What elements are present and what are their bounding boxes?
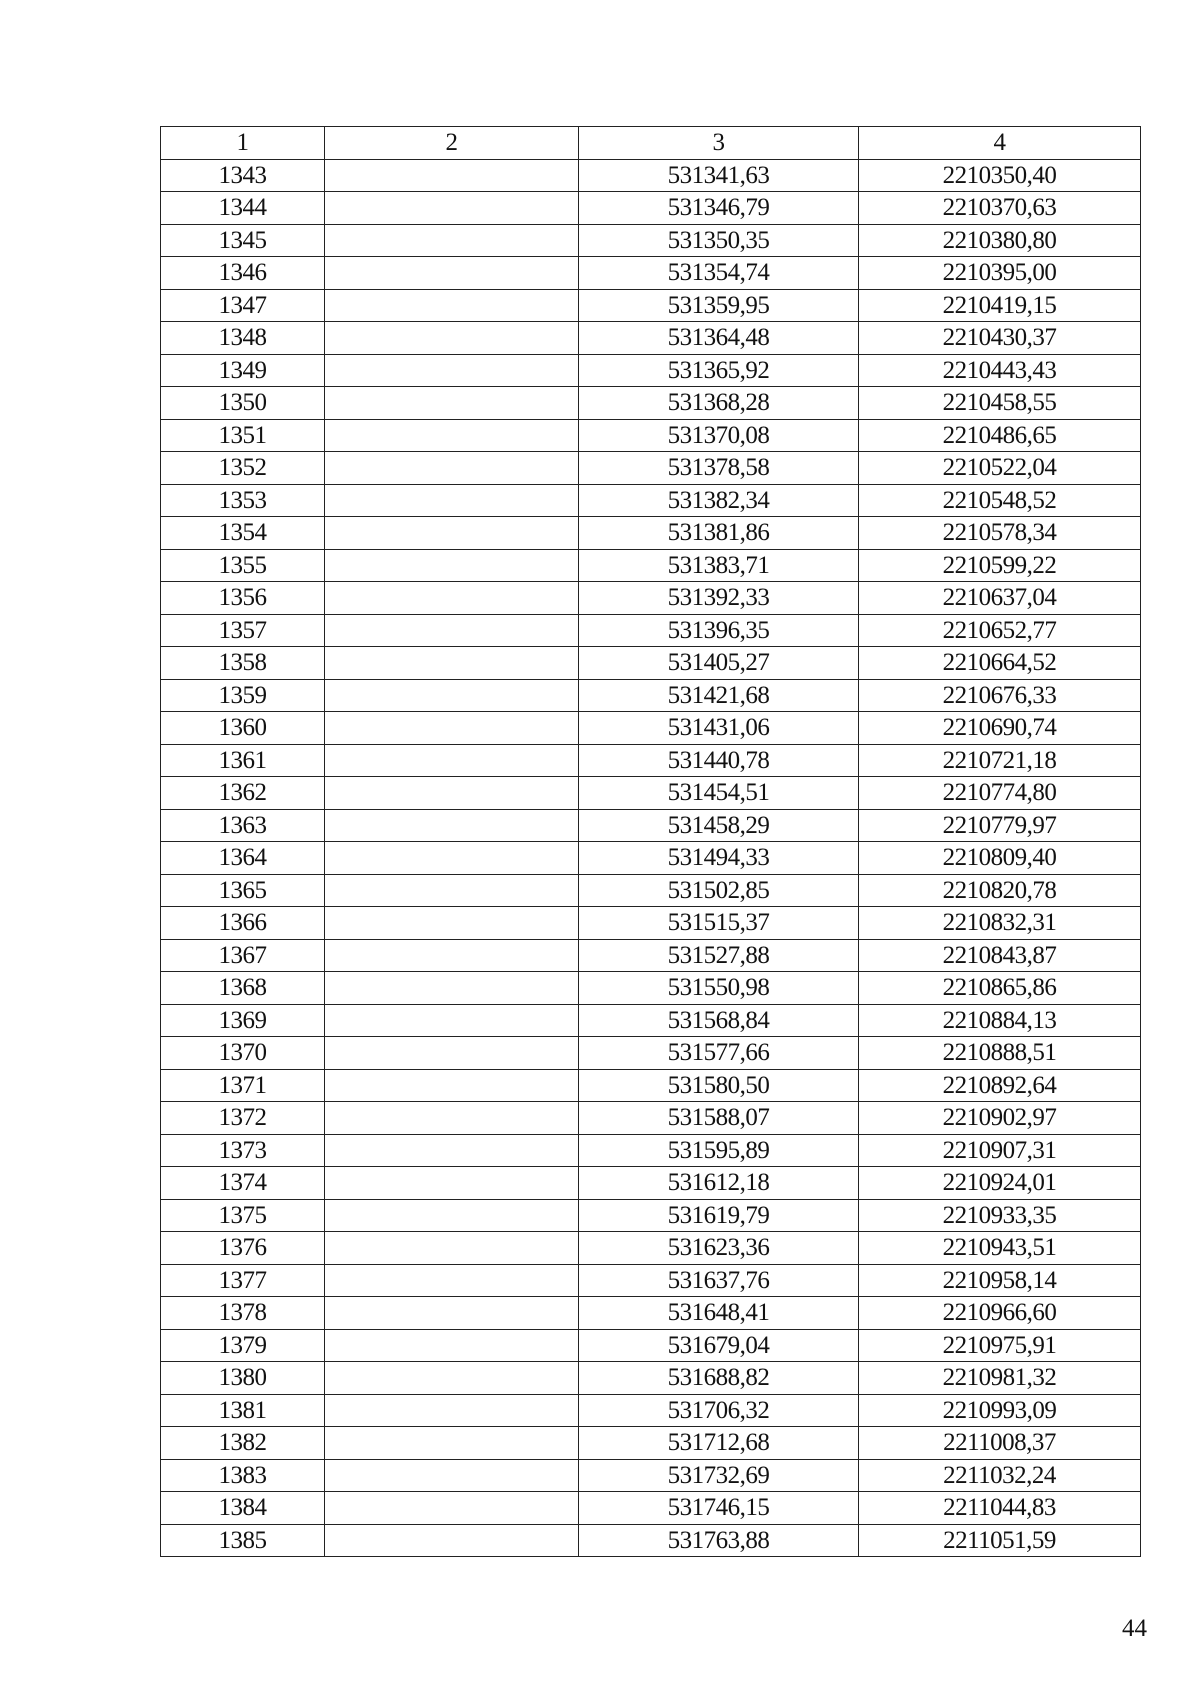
table-row [161,1199,1141,1232]
empty-cell [325,1362,579,1395]
y-coordinate-cell: 2210981,32 [859,1362,1141,1395]
x-coordinate-cell: 531577,66 [579,1037,859,1070]
x-coordinate-cell: 531421,68 [579,679,859,712]
empty-cell [325,1232,579,1265]
column-header-3: 3 [579,127,859,160]
y-coordinate-cell: 2210958,14 [859,1264,1141,1297]
table-row [161,192,1141,225]
y-coordinate-cell: 2210779,97 [859,809,1141,842]
point-number-cell: 1379 [161,1329,325,1362]
point-number-cell: 1351 [161,419,325,452]
point-number-cell: 1373 [161,1134,325,1167]
point-number-cell: 1382 [161,1427,325,1460]
empty-cell [325,1102,579,1135]
point-number-cell: 1377 [161,1264,325,1297]
point-number-cell: 1370 [161,1037,325,1070]
table-row [161,1069,1141,1102]
y-coordinate-cell: 2210993,09 [859,1394,1141,1427]
point-number-cell: 1356 [161,582,325,615]
x-coordinate-cell: 531359,95 [579,289,859,322]
y-coordinate-cell: 2210721,18 [859,744,1141,777]
x-coordinate-cell: 531588,07 [579,1102,859,1135]
y-coordinate-cell: 2210943,51 [859,1232,1141,1265]
point-number-cell: 1385 [161,1524,325,1557]
y-coordinate-cell: 2210458,55 [859,387,1141,420]
y-coordinate-cell: 2210975,91 [859,1329,1141,1362]
x-coordinate-cell: 531580,50 [579,1069,859,1102]
empty-cell [325,972,579,1005]
empty-cell [325,1004,579,1037]
y-coordinate-cell: 2210664,52 [859,647,1141,680]
point-number-cell: 1347 [161,289,325,322]
empty-cell [325,907,579,940]
empty-cell [325,419,579,452]
table-row [161,289,1141,322]
x-coordinate-cell: 531458,29 [579,809,859,842]
empty-cell [325,842,579,875]
point-number-cell: 1372 [161,1102,325,1135]
empty-cell [325,744,579,777]
table-row [161,1232,1141,1265]
empty-cell [325,1492,579,1525]
empty-cell [325,322,579,355]
y-coordinate-cell: 2210652,77 [859,614,1141,647]
x-coordinate-cell: 531612,18 [579,1167,859,1200]
table-row [161,614,1141,647]
point-number-cell: 1346 [161,257,325,290]
table-row [161,1427,1141,1460]
empty-cell [325,224,579,257]
point-number-cell: 1375 [161,1199,325,1232]
table-row [161,744,1141,777]
point-number-cell: 1345 [161,224,325,257]
empty-cell [325,614,579,647]
point-number-cell: 1371 [161,1069,325,1102]
y-coordinate-cell: 2210370,63 [859,192,1141,225]
table-row [161,257,1141,290]
x-coordinate-cell: 531595,89 [579,1134,859,1167]
empty-cell [325,159,579,192]
point-number-cell: 1369 [161,1004,325,1037]
empty-cell [325,1167,579,1200]
empty-cell [325,1394,579,1427]
table-row [161,679,1141,712]
empty-cell [325,354,579,387]
empty-cell [325,1524,579,1557]
empty-cell [325,1069,579,1102]
table-row [161,1004,1141,1037]
point-number-cell: 1364 [161,842,325,875]
x-coordinate-cell: 531648,41 [579,1297,859,1330]
y-coordinate-cell: 2210884,13 [859,1004,1141,1037]
y-coordinate-cell: 2210578,34 [859,517,1141,550]
y-coordinate-cell: 2210933,35 [859,1199,1141,1232]
y-coordinate-cell: 2210676,33 [859,679,1141,712]
table-header-row [161,127,1141,160]
table-row [161,907,1141,940]
point-number-cell: 1384 [161,1492,325,1525]
point-number-cell: 1352 [161,452,325,485]
table-row [161,647,1141,680]
table-row [161,549,1141,582]
x-coordinate-cell: 531746,15 [579,1492,859,1525]
x-coordinate-cell: 531623,36 [579,1232,859,1265]
y-coordinate-cell: 2210907,31 [859,1134,1141,1167]
y-coordinate-cell: 2210690,74 [859,712,1141,745]
y-coordinate-cell: 2210865,86 [859,972,1141,1005]
x-coordinate-cell: 531527,88 [579,939,859,972]
table-row [161,1362,1141,1395]
y-coordinate-cell: 2211044,83 [859,1492,1141,1525]
table-row [161,1329,1141,1362]
empty-cell [325,387,579,420]
table-row [161,972,1141,1005]
point-number-cell: 1367 [161,939,325,972]
x-coordinate-cell: 531383,71 [579,549,859,582]
x-coordinate-cell: 531368,28 [579,387,859,420]
y-coordinate-cell: 2210966,60 [859,1297,1141,1330]
empty-cell [325,1427,579,1460]
table-row [161,777,1141,810]
x-coordinate-cell: 531454,51 [579,777,859,810]
y-coordinate-cell: 2210380,80 [859,224,1141,257]
table-row [161,354,1141,387]
point-number-cell: 1374 [161,1167,325,1200]
empty-cell [325,874,579,907]
table-row [161,1492,1141,1525]
x-coordinate-cell: 531502,85 [579,874,859,907]
x-coordinate-cell: 531763,88 [579,1524,859,1557]
y-coordinate-cell: 2210832,31 [859,907,1141,940]
y-coordinate-cell: 2210599,22 [859,549,1141,582]
table-row [161,159,1141,192]
table-row [161,452,1141,485]
empty-cell [325,549,579,582]
y-coordinate-cell: 2210902,97 [859,1102,1141,1135]
y-coordinate-cell: 2210419,15 [859,289,1141,322]
x-coordinate-cell: 531354,74 [579,257,859,290]
point-number-cell: 1354 [161,517,325,550]
table-row [161,484,1141,517]
x-coordinate-cell: 531494,33 [579,842,859,875]
table-row [161,322,1141,355]
x-coordinate-cell: 531378,58 [579,452,859,485]
x-coordinate-cell: 531392,33 [579,582,859,615]
y-coordinate-cell: 2210637,04 [859,582,1141,615]
table-row [161,419,1141,452]
x-coordinate-cell: 531365,92 [579,354,859,387]
table-row [161,1134,1141,1167]
x-coordinate-cell: 531364,48 [579,322,859,355]
empty-cell [325,1264,579,1297]
x-coordinate-cell: 531679,04 [579,1329,859,1362]
empty-cell [325,1037,579,1070]
x-coordinate-cell: 531405,27 [579,647,859,680]
table-row [161,809,1141,842]
x-coordinate-cell: 531350,35 [579,224,859,257]
empty-cell [325,1297,579,1330]
y-coordinate-cell: 2210395,00 [859,257,1141,290]
point-number-cell: 1350 [161,387,325,420]
x-coordinate-cell: 531382,34 [579,484,859,517]
point-number-cell: 1359 [161,679,325,712]
page-number: 44 [1122,1615,1147,1642]
table-row [161,1167,1141,1200]
empty-cell [325,1134,579,1167]
empty-cell [325,257,579,290]
empty-cell [325,712,579,745]
column-header-4: 4 [859,127,1141,160]
point-number-cell: 1358 [161,647,325,680]
point-number-cell: 1343 [161,159,325,192]
table-row [161,1264,1141,1297]
point-number-cell: 1360 [161,712,325,745]
point-number-cell: 1376 [161,1232,325,1265]
table-row [161,712,1141,745]
x-coordinate-cell: 531732,69 [579,1459,859,1492]
table-row [161,224,1141,257]
point-number-cell: 1366 [161,907,325,940]
x-coordinate-cell: 531706,32 [579,1394,859,1427]
x-coordinate-cell: 531550,98 [579,972,859,1005]
table-row [161,387,1141,420]
table-body [161,159,1141,1557]
point-number-cell: 1353 [161,484,325,517]
x-coordinate-cell: 531568,84 [579,1004,859,1037]
empty-cell [325,1199,579,1232]
point-number-cell: 1357 [161,614,325,647]
table-row [161,874,1141,907]
x-coordinate-cell: 531515,37 [579,907,859,940]
x-coordinate-cell: 531637,76 [579,1264,859,1297]
empty-cell [325,809,579,842]
table-row [161,1297,1141,1330]
point-number-cell: 1361 [161,744,325,777]
table-row [161,1459,1141,1492]
y-coordinate-cell: 2211032,24 [859,1459,1141,1492]
y-coordinate-cell: 2210443,43 [859,354,1141,387]
y-coordinate-cell: 2210820,78 [859,874,1141,907]
point-number-cell: 1348 [161,322,325,355]
table-row [161,582,1141,615]
point-number-cell: 1355 [161,549,325,582]
empty-cell [325,1459,579,1492]
x-coordinate-cell: 531431,06 [579,712,859,745]
empty-cell [325,517,579,550]
x-coordinate-cell: 531396,35 [579,614,859,647]
point-number-cell: 1344 [161,192,325,225]
x-coordinate-cell: 531346,79 [579,192,859,225]
empty-cell [325,289,579,322]
y-coordinate-cell: 2211008,37 [859,1427,1141,1460]
y-coordinate-cell: 2210809,40 [859,842,1141,875]
point-number-cell: 1365 [161,874,325,907]
y-coordinate-cell: 2210522,04 [859,452,1141,485]
point-number-cell: 1362 [161,777,325,810]
y-coordinate-cell: 2210430,37 [859,322,1141,355]
y-coordinate-cell: 2211051,59 [859,1524,1141,1557]
table-row [161,517,1141,550]
y-coordinate-cell: 2210892,64 [859,1069,1141,1102]
y-coordinate-cell: 2210486,65 [859,419,1141,452]
point-number-cell: 1381 [161,1394,325,1427]
empty-cell [325,679,579,712]
y-coordinate-cell: 2210888,51 [859,1037,1141,1070]
y-coordinate-cell: 2210548,52 [859,484,1141,517]
empty-cell [325,582,579,615]
empty-cell [325,192,579,225]
table-row [161,1394,1141,1427]
point-number-cell: 1380 [161,1362,325,1395]
point-number-cell: 1368 [161,972,325,1005]
point-number-cell: 1378 [161,1297,325,1330]
empty-cell [325,939,579,972]
point-number-cell: 1363 [161,809,325,842]
point-number-cell: 1349 [161,354,325,387]
y-coordinate-cell: 2210774,80 [859,777,1141,810]
empty-cell [325,484,579,517]
x-coordinate-cell: 531370,08 [579,419,859,452]
empty-cell [325,1329,579,1362]
empty-cell [325,647,579,680]
x-coordinate-cell: 531381,86 [579,517,859,550]
column-header-1: 1 [161,127,325,160]
table-row [161,1524,1141,1557]
x-coordinate-cell: 531619,79 [579,1199,859,1232]
point-number-cell: 1383 [161,1459,325,1492]
x-coordinate-cell: 531341,63 [579,159,859,192]
table-row [161,1102,1141,1135]
x-coordinate-cell: 531688,82 [579,1362,859,1395]
table-row [161,939,1141,972]
table-row [161,842,1141,875]
y-coordinate-cell: 2210843,87 [859,939,1141,972]
empty-cell [325,777,579,810]
x-coordinate-cell: 531712,68 [579,1427,859,1460]
y-coordinate-cell: 2210924,01 [859,1167,1141,1200]
column-header-2: 2 [325,127,579,160]
coordinates-table [160,126,1141,1557]
empty-cell [325,452,579,485]
x-coordinate-cell: 531440,78 [579,744,859,777]
y-coordinate-cell: 2210350,40 [859,159,1141,192]
table-row [161,1037,1141,1070]
